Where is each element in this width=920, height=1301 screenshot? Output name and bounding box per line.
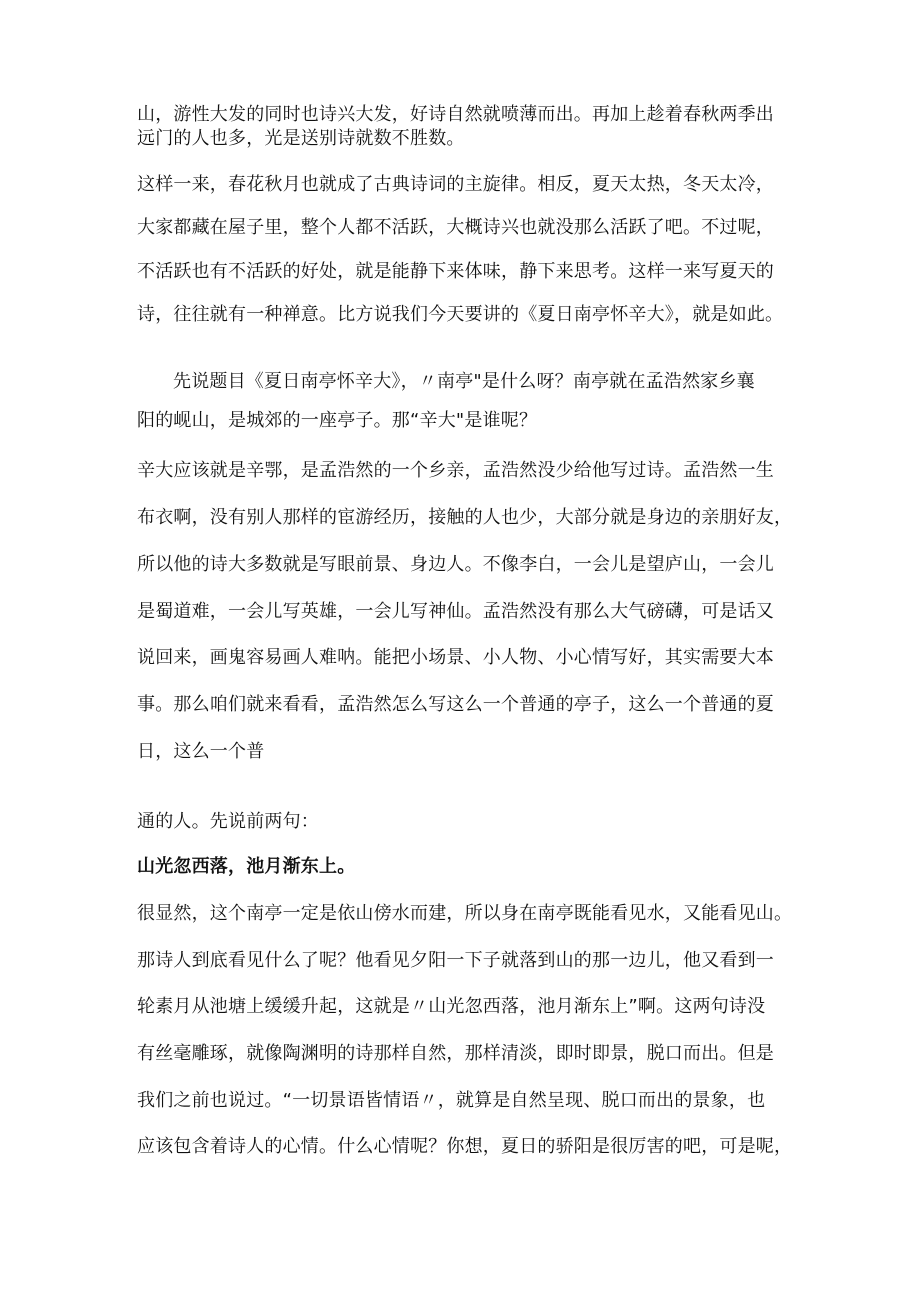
text-line: 所以他的诗大多数就是写眼前景、身边人。不像李白，一会儿是望庐山，一会儿 [137, 554, 774, 575]
text-line: 先说题目《夏日南亭怀辛大》，〃南亭"是什么呀？南亭就在孟浩然家乡襄 [173, 371, 755, 392]
text-line: 诗，往往就有一种禅意。比方说我们今天要讲的《夏日南亭怀辛大》，就是如此。 [137, 304, 784, 325]
text-line: 很显然，这个南亭一定是依山傍水而建，所以身在南亭既能看见水，又能看见山。 [137, 903, 793, 924]
text-line: 事。那么咱们就来看看，孟浩然怎么写这么一个普通的亭子，这么一个普通的夏 [137, 694, 774, 715]
text-line: 山，游性大发的同时也诗兴大发，好诗自然就喷薄而出。再加上趁着春秋两季出 [137, 104, 774, 125]
text-line: 说回来，画鬼容易画人难呐。能把小场景、小人物、小心情写好，其实需要大本 [137, 647, 774, 668]
text-line: 辛大应该就是辛鄂，是孟浩然的一个乡亲，孟浩然没少给他写过诗。孟浩然一生 [137, 460, 774, 481]
poem-line: 山光忽西落，池月渐东上。 [137, 856, 356, 877]
text-line: 是蜀道难，一会儿写英雄，一会儿写神仙。孟浩然没有那么大气磅礴，可是话又 [137, 601, 774, 622]
text-line: 那诗人到底看见什么了呢？他看见夕阳一下子就落到山的那一边儿，他又看到一 [137, 950, 774, 971]
text-line: 这样一来，春花秋月也就成了古典诗词的主旋律。相反，夏天太热，冬天太冷， [137, 174, 774, 195]
text-line: 日，这么一个普 [137, 741, 265, 762]
text-line: 有丝毫雕琢，就像陶渊明的诗那样自然，那样清淡，即时即景，脱口而出。但是 [137, 1043, 774, 1064]
text-line: 我们之前也说过。“一切景语皆情语〃，就算是自然呈现、脱口而出的景象，也 [137, 1090, 766, 1111]
text-line: 大家都藏在屋子里，整个人都不活跃，大概诗兴也就没那么活跃了吧。不过呢， [137, 217, 774, 238]
text-line: 不活跃也有不活跃的好处，就是能静下来体味，静下来思考。这样一来写夏天的 [137, 261, 774, 282]
text-line: 远门的人也多，光是送别诗就数不胜数。 [137, 128, 465, 149]
text-line: 轮素月从池塘上缓缓升起，这就是〃山光忽西落，池月渐东上”啊。这两句诗没 [137, 996, 766, 1017]
text-line: 阳的岘山，是城郊的一座亭子。那“辛大"是谁呢？ [137, 410, 538, 431]
text-line: 通的人。先说前两句： [137, 811, 319, 832]
text-line: 应该包含着诗人的心情。什么心情呢？你想，夏日的骄阳是很厉害的吧，可是呢， [137, 1136, 793, 1157]
text-line: 布衣啊，没有别人那样的宦游经历，接触的人也少，大部分就是身边的亲朋好友， [137, 507, 793, 528]
